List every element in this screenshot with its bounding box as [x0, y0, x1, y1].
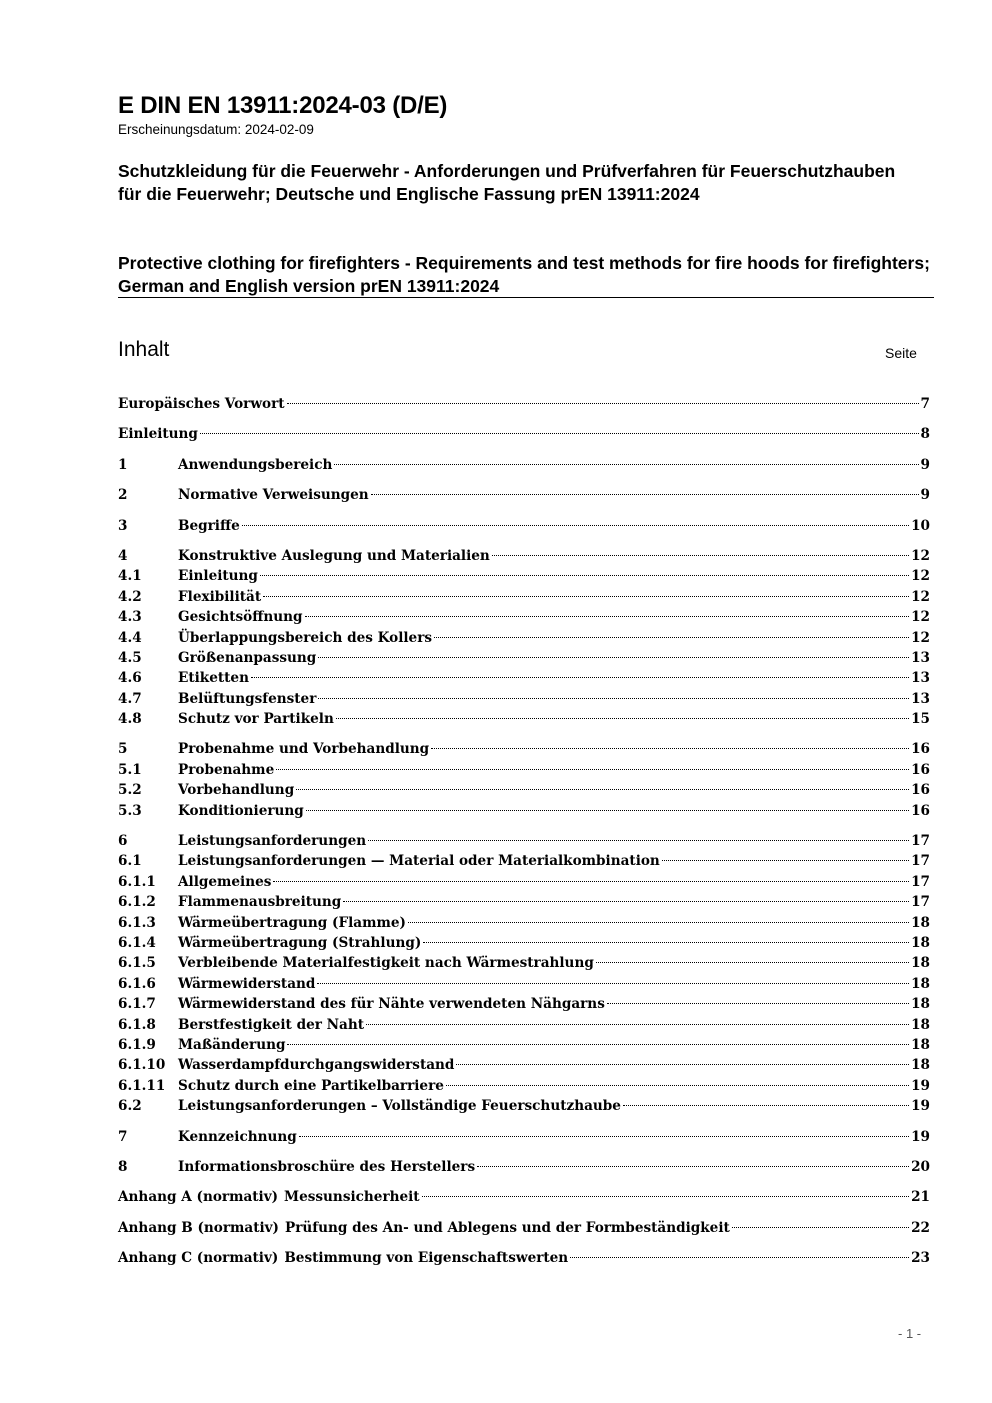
toc-entry[interactable]: [118, 953, 930, 973]
title-german: Schutzkleidung für die Feuerwehr - Anforderungen und Prüfverfahren für Feuerschutzhauben für die Feuerwehr; Deutsche und Englische Fassung prEN 13911:2024: [118, 161, 896, 204]
toc-entry-title: Wärmewiderstand: [178, 975, 316, 992]
toc-entry[interactable]: [118, 1127, 930, 1147]
toc-entry-number: 4.6: [118, 670, 142, 687]
toc-entry[interactable]: [118, 709, 930, 729]
toc-entry[interactable]: [118, 668, 930, 688]
toc-entry-number: 5: [118, 741, 128, 758]
toc-leader-dots: [422, 1196, 909, 1197]
toc-entry-page: 10: [911, 517, 930, 534]
toc-entry-page: 12: [911, 547, 930, 564]
toc-entry[interactable]: [118, 1218, 930, 1238]
toc-entry-title: Wärmeübertragung (Strahlung): [178, 934, 422, 951]
toc-leader-dots: [299, 1136, 909, 1137]
toc-entry[interactable]: [118, 1096, 930, 1116]
table-of-contents: [118, 394, 930, 1268]
toc-leader-dots: [287, 1044, 909, 1045]
toc-entry-page: 13: [911, 690, 930, 707]
toc-entry-page: 18: [911, 975, 930, 992]
toc-entry-title: Maßänderung: [178, 1036, 286, 1053]
toc-entry[interactable]: [118, 587, 930, 607]
toc-entry-number: 6.1.3: [118, 914, 156, 931]
toc-entry-title: Leistungsanforderungen: [178, 833, 367, 850]
toc-entry-page: 18: [911, 914, 930, 931]
toc-leader-dots: [408, 922, 909, 923]
toc-leader-dots: [477, 1166, 909, 1167]
toc-leader-dots: [260, 575, 909, 576]
toc-entry[interactable]: [118, 394, 930, 414]
toc-entry-title: Überlappungsbereich des Kollers: [178, 629, 433, 646]
toc-entry-page: 17: [911, 853, 930, 870]
toc-entry[interactable]: [118, 607, 930, 627]
toc-entry[interactable]: [118, 628, 930, 648]
toc-entry[interactable]: [118, 831, 930, 851]
toc-entry-page: 16: [911, 741, 930, 758]
toc-entry[interactable]: [118, 851, 930, 871]
toc-entry-page: 12: [911, 568, 930, 585]
toc-entry-title: Schutz vor Partikeln: [178, 711, 334, 728]
toc-entry-number: 1: [118, 456, 128, 473]
toc-entry-title: Probenahme: [178, 761, 275, 778]
toc-entry-page: 18: [911, 955, 930, 972]
toc-entry[interactable]: [118, 1157, 930, 1177]
toc-entry-page: 18: [911, 996, 930, 1013]
toc-entry[interactable]: [118, 1015, 930, 1035]
toc-entry[interactable]: [118, 546, 930, 566]
toc-entry[interactable]: [118, 1187, 930, 1207]
toc-entry-page: 18: [911, 934, 930, 951]
toc-leader-dots: [200, 433, 919, 434]
toc-entry-title: Anwendungsbereich: [178, 456, 333, 473]
toc-entry-number: 6.2: [118, 1098, 142, 1115]
toc-entry-page: 8: [920, 426, 930, 443]
toc-leader-dots: [368, 840, 909, 841]
toc-entry-title: Schutz durch eine Partikelbarriere: [178, 1077, 444, 1094]
toc-entry[interactable]: [118, 1076, 930, 1096]
toc-entry-number: 6.1.1: [118, 873, 156, 890]
toc-entry-number: 7: [118, 1128, 128, 1145]
toc-entry-page: 13: [911, 649, 930, 666]
toc-leader-dots: [623, 1105, 909, 1106]
toc-entry-title: Messunsicherheit: [284, 1189, 420, 1206]
toc-entry-title: Belüftungsfenster: [178, 690, 317, 707]
toc-annex-label: Anhang B (normativ): [118, 1219, 279, 1236]
toc-entry-number: 4: [118, 547, 128, 564]
toc-leader-dots: [456, 1064, 909, 1065]
toc-entry-title: Allgemeines: [178, 873, 272, 890]
toc-leader-dots: [662, 860, 909, 861]
toc-entry-title: Berstfestigkeit der Naht: [178, 1016, 365, 1033]
toc-entry[interactable]: [118, 485, 930, 505]
toc-entry-page: 18: [911, 1016, 930, 1033]
toc-entry-title: Flammenausbreitung: [178, 894, 342, 911]
toc-leader-dots: [242, 525, 909, 526]
toc-entry-page: 20: [911, 1158, 930, 1175]
page-number: - 1 -: [898, 1326, 922, 1341]
toc-entry-page: 23: [911, 1250, 930, 1267]
toc-entry-page: 12: [911, 588, 930, 605]
toc-entry-page: 13: [911, 670, 930, 687]
toc-entry-page: 19: [911, 1077, 930, 1094]
toc-leader-dots: [446, 1085, 909, 1086]
toc-entry-number: 6.1.9: [118, 1036, 156, 1053]
toc-entry-title: Wärmeübertragung (Flamme): [178, 914, 406, 931]
toc-entry-title: Probenahme und Vorbehandlung: [178, 741, 430, 758]
toc-entry-page: 21: [911, 1189, 930, 1206]
toc-entry-number: 4.7: [118, 690, 142, 707]
toc-entry-number: 4.1: [118, 568, 142, 585]
toc-leader-dots: [276, 769, 909, 770]
toc-entry-page: 18: [911, 1036, 930, 1053]
toc-entry-title: Konstruktive Auslegung und Materialien: [178, 547, 490, 564]
toc-entry[interactable]: [118, 455, 930, 475]
toc-entry-page: 16: [911, 782, 930, 799]
toc-entry[interactable]: [118, 760, 930, 780]
toc-entry-number: 6.1: [118, 853, 142, 870]
toc-entry-page: 9: [920, 487, 930, 504]
toc-entry-number: 4.2: [118, 588, 142, 605]
toc-leader-dots: [318, 698, 909, 699]
toc-entry-title: Wärmewiderstand des für Nähte verwendeten Nähgarns: [178, 996, 605, 1013]
title-divider: [118, 297, 934, 298]
toc-entry-page: 18: [911, 1057, 930, 1074]
toc-entry[interactable]: [118, 1055, 930, 1075]
document-id: E DIN EN 13911:2024-03 (D/E): [118, 92, 448, 119]
toc-entry-title: Einleitung: [118, 426, 198, 443]
toc-entry-number: 8: [118, 1158, 128, 1175]
toc-entry[interactable]: [118, 872, 930, 892]
toc-leader-dots: [492, 555, 909, 556]
toc-entry-number: 6.1.8: [118, 1016, 156, 1033]
toc-leader-dots: [334, 464, 918, 465]
toc-entry-title: Prüfung des An- und Ablegens und der Formbeständigkeit: [284, 1219, 730, 1236]
toc-leader-dots: [305, 616, 910, 617]
publication-date: Erscheinungsdatum: 2024-02-09: [118, 122, 314, 137]
toc-entry-title: Vorbehandlung: [178, 782, 295, 799]
toc-entry-title: Gesichtsöffnung: [178, 609, 303, 626]
toc-leader-dots: [607, 1003, 909, 1004]
toc-entry-number: 5.3: [118, 802, 142, 819]
toc-entry-page: 17: [911, 894, 930, 911]
toc-entry[interactable]: [118, 689, 930, 709]
toc-leader-dots: [434, 637, 909, 638]
toc-leader-dots: [570, 1257, 909, 1258]
toc-entry-page: 12: [911, 609, 930, 626]
toc-entry-number: 6.1.10: [118, 1057, 166, 1074]
toc-entry-title: Wasserdampfdurchgangswiderstand: [178, 1057, 455, 1074]
toc-entry-number: 2: [118, 487, 128, 504]
toc-entry-page: 17: [911, 873, 930, 890]
toc-annex-label: Anhang A (normativ): [118, 1189, 279, 1206]
toc-leader-dots: [251, 677, 909, 678]
toc-entry-title: Normative Verweisungen: [178, 487, 369, 504]
toc-entry-number: 6.1.2: [118, 894, 156, 911]
toc-entry-title: Leistungsanforderungen – Vollständige Feuerschutzhaube: [178, 1098, 621, 1115]
title-english: Protective clothing for firefighters - Requirements and test methods for fire hoods for firefighters; German and English version prEN 13911:2024: [118, 253, 930, 296]
toc-entry[interactable]: [118, 994, 930, 1014]
toc-entry-number: 4.5: [118, 649, 142, 666]
toc-entry-page: 9: [920, 456, 930, 473]
toc-entry-number: 6.1.5: [118, 955, 156, 972]
toc-entry-page: 7: [920, 396, 930, 412]
toc-entry-page: 19: [911, 1098, 930, 1115]
toc-leader-dots: [423, 942, 909, 943]
toc-entry[interactable]: [118, 913, 930, 933]
toc-entry-number: 6.1.7: [118, 996, 156, 1013]
toc-entry-page: 16: [911, 761, 930, 778]
toc-entry[interactable]: [118, 424, 930, 444]
toc-entry-number: 3: [118, 517, 128, 534]
toc-leader-dots: [596, 962, 909, 963]
toc-leader-dots: [317, 983, 909, 984]
toc-entry[interactable]: [118, 1035, 930, 1055]
toc-leader-dots: [371, 494, 919, 495]
toc-entry-page: 22: [911, 1219, 930, 1236]
toc-entry[interactable]: [118, 648, 930, 668]
toc-entry-number: 5.1: [118, 761, 142, 778]
toc-entry-number: 4.4: [118, 629, 142, 646]
toc-entry-number: 6.1.11: [118, 1077, 166, 1094]
toc-entry-page: 19: [911, 1128, 930, 1145]
toc-heading: Inhalt: [118, 338, 170, 361]
toc-entry[interactable]: [118, 892, 930, 912]
toc-leader-dots: [273, 881, 909, 882]
toc-entry-number: 4.8: [118, 711, 142, 728]
toc-page-column-header: Seite: [885, 345, 917, 361]
toc-entry-page: 12: [911, 629, 930, 646]
toc-entry-page: 17: [911, 833, 930, 850]
toc-entry-page: 16: [911, 802, 930, 819]
toc-entry-title: Kennzeichnung: [178, 1128, 297, 1145]
toc-entry[interactable]: [118, 516, 930, 536]
toc-entry-number: 6: [118, 833, 128, 850]
toc-entry[interactable]: [118, 780, 930, 800]
toc-leader-dots: [343, 901, 909, 902]
toc-entry-title: Begriffe: [178, 517, 240, 534]
toc-entry-title: Etiketten: [178, 670, 249, 687]
toc-leader-dots: [318, 657, 909, 658]
toc-entry-title: Konditionierung: [178, 802, 304, 819]
toc-entry[interactable]: [118, 974, 930, 994]
toc-entry-title: Einleitung: [178, 568, 258, 585]
toc-leader-dots: [431, 748, 909, 749]
toc-entry-number: 4.3: [118, 609, 142, 626]
toc-entry-page: 15: [911, 711, 930, 728]
toc-annex-label: Anhang C (normativ): [118, 1250, 279, 1267]
toc-entry[interactable]: [118, 801, 930, 821]
toc-leader-dots: [287, 403, 919, 404]
toc-entry[interactable]: [118, 1248, 930, 1268]
toc-entry-title: Bestimmung von Eigenschaftswerten: [284, 1250, 569, 1267]
toc-leader-dots: [336, 718, 909, 719]
toc-entry[interactable]: [118, 739, 930, 759]
toc-entry-title: Größenanpassung: [178, 649, 317, 666]
toc-entry-number: 5.2: [118, 782, 142, 799]
toc-entry-title: Flexibilität: [178, 588, 262, 605]
toc-entry-title: Informationsbroschüre des Herstellers: [178, 1158, 476, 1175]
toc-leader-dots: [732, 1227, 909, 1228]
toc-entry-title: Europäisches Vorwort: [118, 396, 285, 412]
toc-leader-dots: [296, 789, 909, 790]
toc-entry[interactable]: [118, 933, 930, 953]
toc-leader-dots: [306, 810, 909, 811]
toc-entry-number: 6.1.4: [118, 934, 156, 951]
toc-entry-title: Leistungsanforderungen — Material oder Materialkombination: [178, 853, 660, 870]
toc-entry-number: 6.1.6: [118, 975, 156, 992]
toc-leader-dots: [366, 1024, 909, 1025]
toc-entry[interactable]: [118, 566, 930, 586]
toc-entry-title: Verbleibende Materialfestigkeit nach Wärmestrahlung: [178, 955, 594, 972]
toc-leader-dots: [263, 596, 909, 597]
